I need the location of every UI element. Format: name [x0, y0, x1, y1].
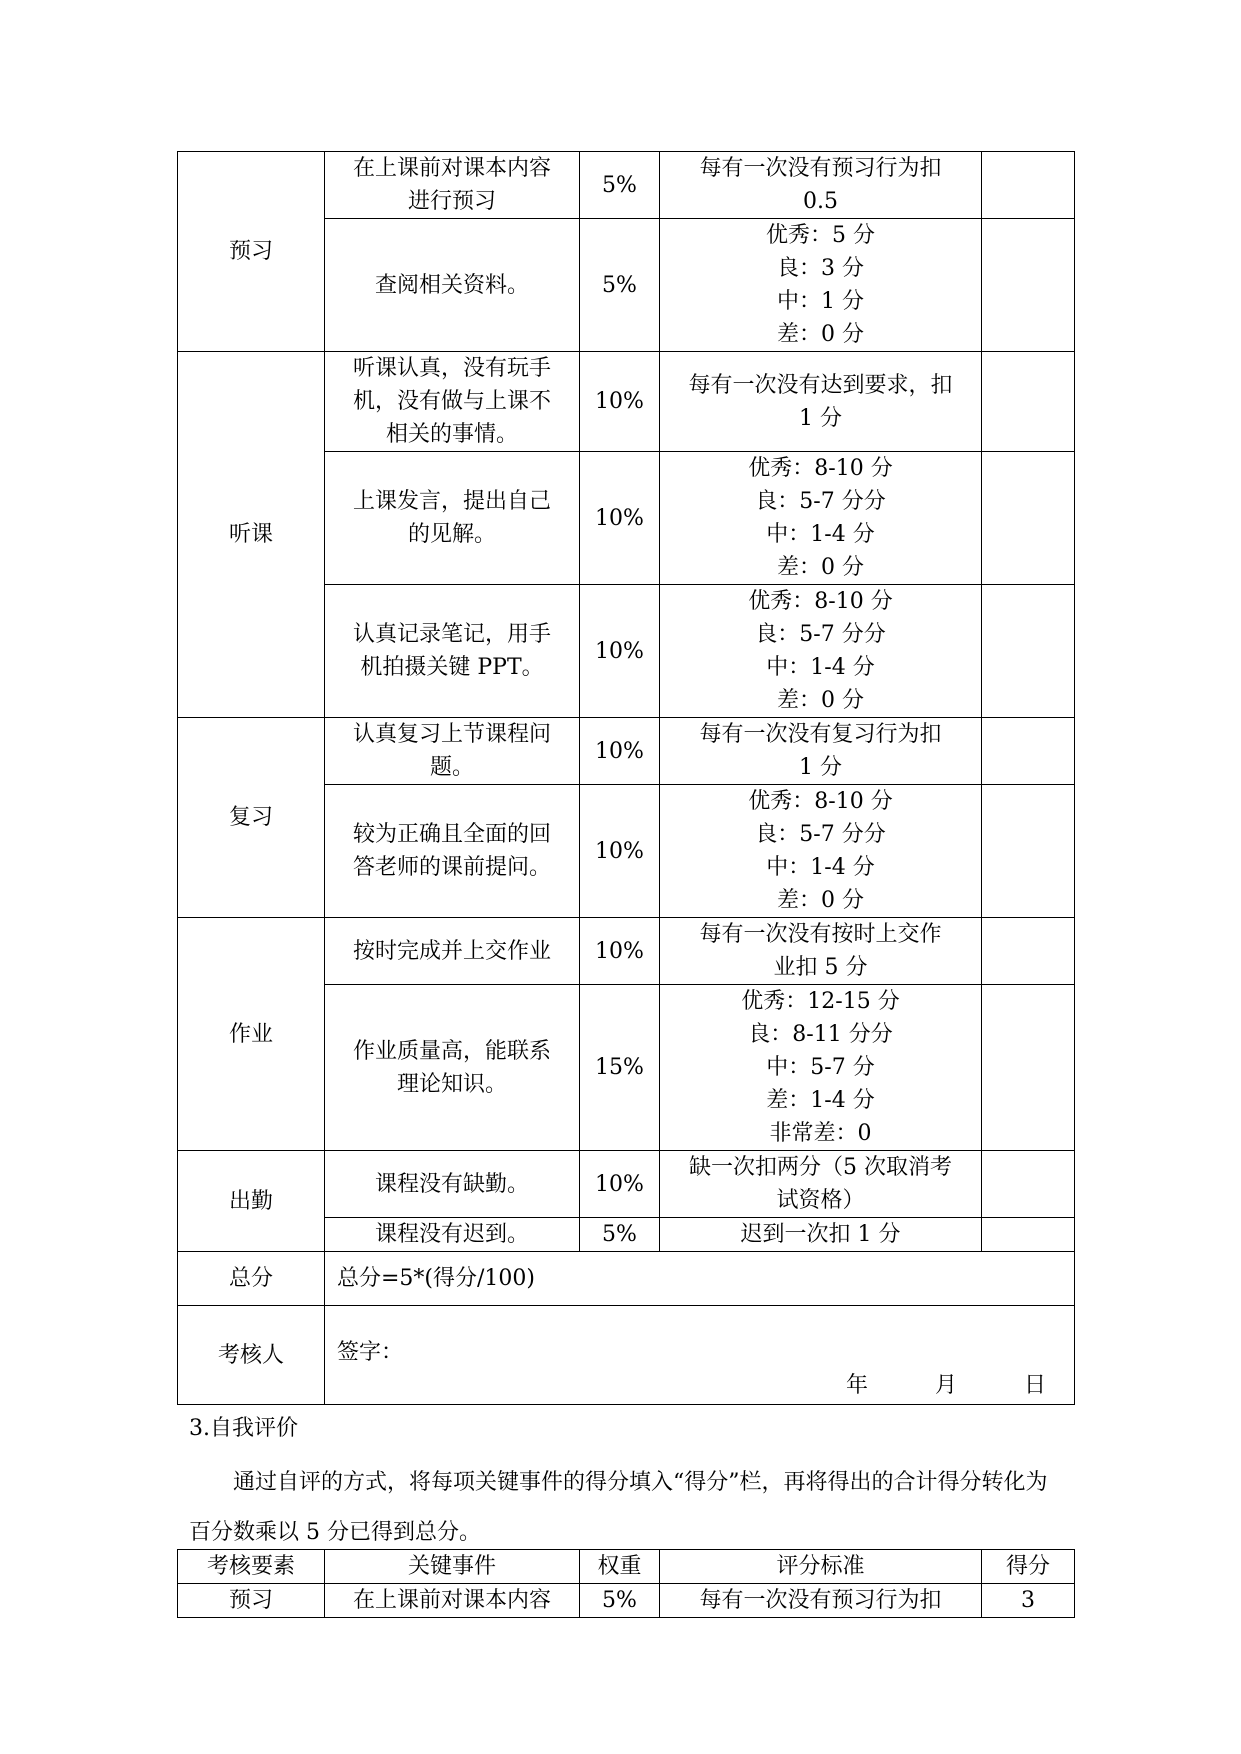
- section-paragraph: 通过自评的方式，将每项关键事件的得分填入“得分”栏，再将得出的合计得分转化为百分数乘以 5 分已得到总分。: [189, 1470, 1048, 1545]
- score-cell: [982, 452, 1075, 585]
- date-day: 日: [1023, 1373, 1046, 1398]
- weight-cell: 10%: [580, 1151, 660, 1218]
- header-score: 得分: [982, 1550, 1075, 1584]
- event-cell: 课程没有缺勤。: [325, 1151, 580, 1218]
- assessment-table: [177, 151, 1075, 1405]
- criteria-cell: 优秀：8-10 分 良：5-7 分分 中：1-4 分 差：0 分: [660, 452, 982, 585]
- category-cell: 预习: [178, 152, 325, 352]
- score-cell: [982, 219, 1075, 352]
- event-cell: 较为正确且全面的回 答老师的课前提问。: [325, 785, 580, 918]
- event-cell: 作业质量高，能联系 理论知识。: [325, 985, 580, 1151]
- score-cell: [982, 785, 1075, 918]
- score-cell: [982, 1151, 1075, 1218]
- total-row: [178, 1252, 1075, 1306]
- event-cell: 听课认真，没有玩手 机，没有做与上课不 相关的事情。: [325, 352, 580, 452]
- event-cell: 在上课前对课本内容 进行预习: [325, 152, 580, 219]
- weight-cell: 5%: [580, 1584, 660, 1618]
- score-cell: [982, 152, 1075, 219]
- self-evaluation-table: [177, 1549, 1075, 1618]
- score-cell: [982, 352, 1075, 452]
- criteria-cell: 每有一次没有预习行为扣 0.5: [660, 152, 982, 219]
- criteria-cell: 迟到一次扣 1 分: [660, 1218, 982, 1252]
- score-cell: [982, 585, 1075, 718]
- weight-cell: 10%: [580, 918, 660, 985]
- criteria-cell: 每有一次没有按时上交作 业扣 5 分: [660, 918, 982, 985]
- table-row: [178, 1584, 1075, 1618]
- total-formula: 总分=5*(得分/100): [325, 1252, 1075, 1306]
- event-cell: 按时完成并上交作业: [325, 918, 580, 985]
- category-cell: 听课: [178, 352, 325, 718]
- table-row: [178, 918, 1075, 985]
- event-cell: 认真记录笔记，用手 机拍摄关键 PPT。: [325, 585, 580, 718]
- assessor-label: 考核人: [178, 1306, 325, 1405]
- event-cell: 在上课前对课本内容: [325, 1584, 580, 1618]
- table-row: [178, 1151, 1075, 1218]
- criteria-cell: 每有一次没有达到要求，扣 1 分: [660, 352, 982, 452]
- weight-cell: 10%: [580, 785, 660, 918]
- criteria-cell: 优秀：8-10 分 良：5-7 分分 中：1-4 分 差：0 分: [660, 785, 982, 918]
- score-cell: [982, 918, 1075, 985]
- criteria-cell: 优秀：12-15 分 良：8-11 分分 中：5-7 分 差：1-4 分 非常差：0: [660, 985, 982, 1151]
- date-line: [786, 1369, 1046, 1402]
- table-row: [178, 352, 1075, 452]
- weight-cell: 5%: [580, 152, 660, 219]
- event-cell: 查阅相关资料。: [325, 219, 580, 352]
- sign-label: 签字：: [337, 1340, 404, 1365]
- score-cell: [982, 1218, 1075, 1252]
- date-year: 年: [845, 1373, 868, 1398]
- table-row: [178, 152, 1075, 219]
- header-weight: 权重: [580, 1550, 660, 1584]
- criteria-cell: 缺一次扣两分（5 次取消考 试资格）: [660, 1151, 982, 1218]
- criteria-cell: 每有一次没有预习行为扣: [660, 1584, 982, 1618]
- category-cell: 出勤: [178, 1151, 325, 1252]
- category-cell: 作业: [178, 918, 325, 1151]
- event-cell: 上课发言，提出自己 的见解。: [325, 452, 580, 585]
- weight-cell: 10%: [580, 352, 660, 452]
- category-cell: 预习: [178, 1584, 325, 1618]
- weight-cell: 15%: [580, 985, 660, 1151]
- header-criteria: 评分标准: [660, 1550, 982, 1584]
- criteria-cell: 每有一次没有复习行为扣 1 分: [660, 718, 982, 785]
- date-month: 月: [934, 1373, 957, 1398]
- score-cell: 3: [982, 1584, 1075, 1618]
- total-label: 总分: [178, 1252, 325, 1306]
- assessor-row: [178, 1306, 1075, 1405]
- event-cell: 认真复习上节课程问 题。: [325, 718, 580, 785]
- section-heading: 3.自我评价: [189, 1416, 298, 1441]
- criteria-cell: 优秀：8-10 分 良：5-7 分分 中：1-4 分 差：0 分: [660, 585, 982, 718]
- score-cell: [982, 718, 1075, 785]
- table-row: [178, 718, 1075, 785]
- event-cell: 课程没有迟到。: [325, 1218, 580, 1252]
- header-row: [178, 1550, 1075, 1584]
- score-cell: [982, 985, 1075, 1151]
- criteria-cell: 优秀：5 分 良：3 分 中：1 分 差：0 分: [660, 219, 982, 352]
- weight-cell: 10%: [580, 452, 660, 585]
- weight-cell: 5%: [580, 219, 660, 352]
- category-cell: 复习: [178, 718, 325, 918]
- weight-cell: 10%: [580, 718, 660, 785]
- weight-cell: 5%: [580, 1218, 660, 1252]
- signature-area: [325, 1306, 1075, 1405]
- weight-cell: 10%: [580, 585, 660, 718]
- header-category: 考核要素: [178, 1550, 325, 1584]
- header-event: 关键事件: [325, 1550, 580, 1584]
